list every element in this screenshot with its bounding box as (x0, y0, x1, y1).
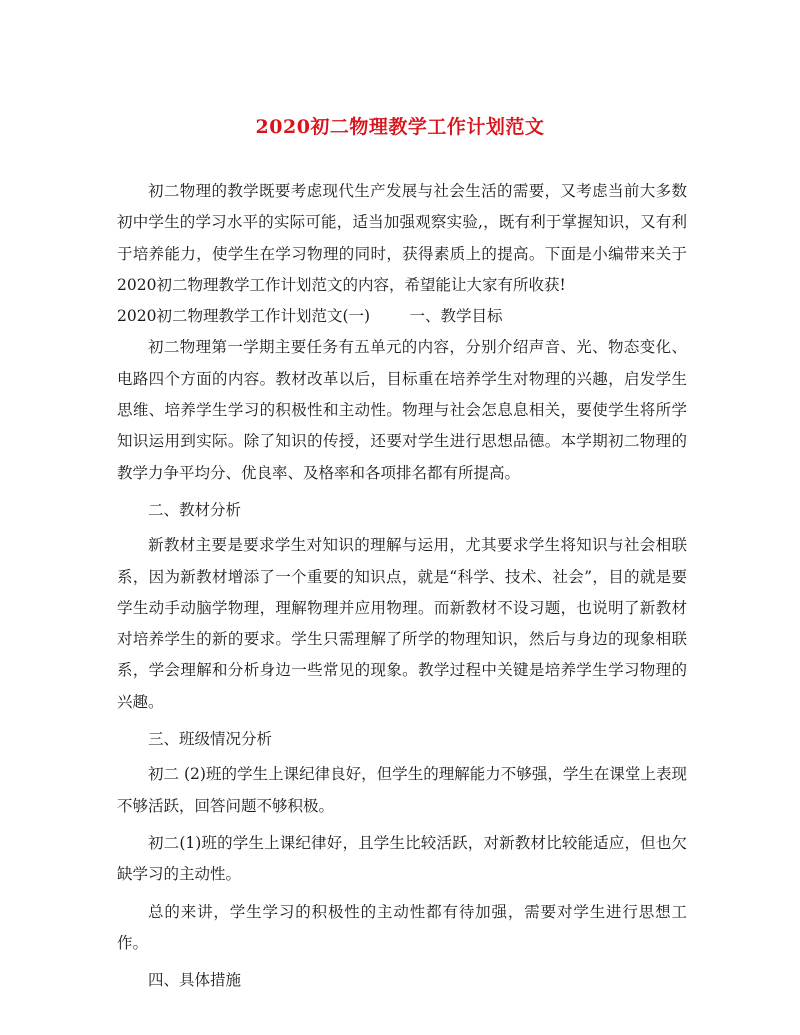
document-body (117, 176, 687, 996)
section3-paragraph-3: 总的来讲，学生学习的积极性的主动性都有待加强，需要对学生进行思想工作。 (117, 902, 687, 952)
plan-title-line (117, 301, 687, 332)
section1-paragraph: 初二物理第一学期主要任务有五单元的内容，分别介绍声音、光、物态变化、电路四个方面的内容。教材改革以后，目标重在培养学生对物理的兴趣，启发学生思维、培养学生学习的积极性和主动性。物理与社会怎息息相关，要使学生将所学知识运用到实际。除了知识的传授，还要对学生进行思想品德。本学期初二物理的教学力争平均分、优良率、及格率和各项排名都有所提高。 (117, 338, 687, 482)
section2-paragraph: 新教材主要是要求学生对知识的理解与运用，尤其要求学生将知识与社会相联系，因为新教材增添了一个重要的知识点，就是“科学、技术、社会”，目的就是要学生动手动脑学物理，理解物理并应用物理。而新教材不设习题，也说明了新教材对培养学生的新的要求。学生只需理解了所学的物理知识，然后与身边的现象相联系，学会理解和分析身边一些常见的现象。教学过程中关键是培养学生学习物理的兴趣。 (117, 536, 687, 711)
document-title: 2020初二物理教学工作计划范文 (255, 116, 545, 138)
section4-heading: 四、具体措施 (148, 971, 242, 990)
plan-title: 2020初二物理教学工作计划范文(一) (117, 307, 371, 326)
section3-paragraph-1: 初二 (2)班的学生上课纪律良好，但学生的理解能力不够强，学生在课堂上表现不够活跃，回答问题不够积极。 (117, 765, 687, 815)
intro-paragraph: 初二物理的教学既要考虑现代生产发展与社会生活的需要，又考虑当前大多数初中学生的学习水平的实际可能，适当加强观察实验,，既有利于掌握知识，又有利于培养能力，使学生在学习物理的同时，获得素质上的提高。下面是小编带来关于2020初二物理教学工作计划范文的内容，希望能让大家有所收获! (117, 182, 687, 294)
section3-paragraph-2: 初二(1)班的学生上课纪律好，且学生比较活跃，对新教材比较能适应，但也欠缺学习的主动性。 (117, 833, 687, 884)
section1-heading: 一、教学目标 (409, 307, 503, 326)
section2-heading: 二、教材分析 (148, 500, 242, 519)
section3-heading: 三、班级情况分析 (148, 730, 273, 749)
